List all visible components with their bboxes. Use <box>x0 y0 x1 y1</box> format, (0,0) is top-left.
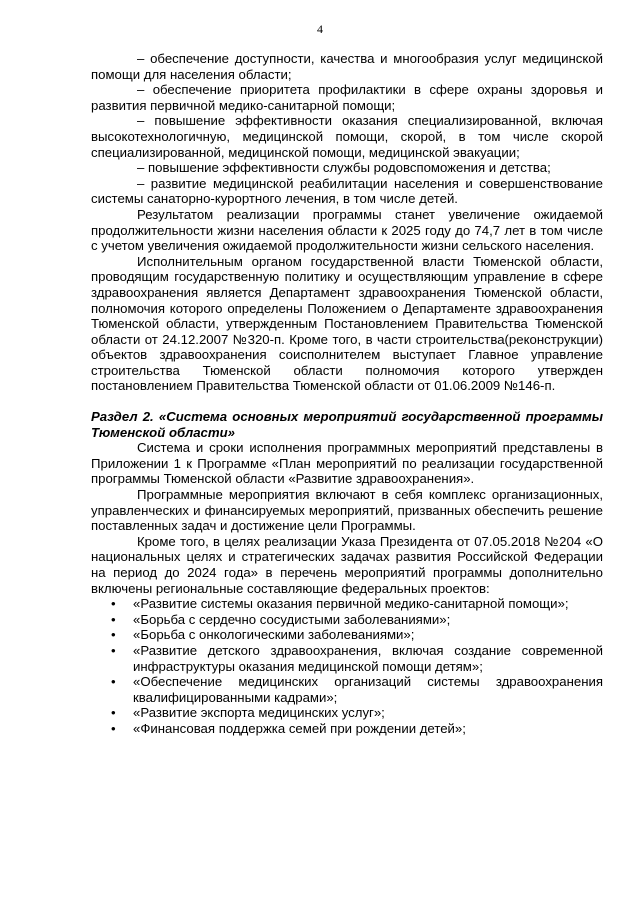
list-item-text: «Борьба с сердечно сосудистыми заболеваниями»; <box>133 611 451 627</box>
list-item-text: «Обеспечение медицинских организаций системы здравоохранения квалифицированными кадрами»; <box>133 674 603 705</box>
list-item <box>91 643 603 674</box>
list-item <box>91 612 603 628</box>
result-paragraph: Результатом реализации программы станет увеличение ожидаемой продолжительности жизни населения области к 2025 году до 74,7 лет в том числе с учетом увеличения ожидаемой продолжительности жизни сельского населения. <box>91 206 603 254</box>
system-paragraph: Система и сроки исполнения программных мероприятий представлены в Приложении 1 к Программе «План мероприятий по реализации государственной программы Тюменской области «Развитие здравоохранения». <box>91 440 603 487</box>
bullet-icon: • <box>111 705 116 721</box>
intro-item: – повышение эффективности службы родовспоможения и детства; <box>137 160 551 176</box>
intro-item: – обеспечение приоритета профилактики в сфере охраны здоровья и развития первичной медико-санитарной помощи; <box>91 82 603 113</box>
intro-item: – обеспечение доступности, качества и многообразия услуг медицинской помощи для населения области; <box>91 51 603 82</box>
list-item-text: «Развитие системы оказания первичной медико-санитарной помощи»; <box>133 596 569 612</box>
section-heading: Раздел 2. «Система основных мероприятий государственной программы Тюменской области» <box>91 409 603 440</box>
list-item-text: «Борьба с онкологическими заболеваниями»; <box>133 627 415 643</box>
decree-paragraph: Кроме того, в целях реализации Указа Президента от 07.05.2018 №204 «О национальных целях и стратегических задачах развития Российской Федерации на период до 2024 года» в перечень мероприятий программы дополнительно включены региональные составляющие федеральных проектов: <box>91 533 603 596</box>
list-item-text: «Финансовая поддержка семей при рождении детей»; <box>133 720 466 736</box>
section-spacer <box>91 394 603 409</box>
intro-item: – повышение эффективности оказания специализированной, включая высокотехнологичную, медицинской помощи, скорой, в том числе скорой специализированной, медицинской помощи, медицинской эвакуации; <box>91 113 603 160</box>
list-item-text: «Развитие детского здравоохранения, включая создание современной инфраструктуры оказания медицинской помощи детям»; <box>133 642 603 674</box>
page-number: 4 <box>317 22 323 36</box>
bullet-icon: • <box>111 627 116 643</box>
federal-projects-list <box>91 596 603 736</box>
list-item <box>91 705 603 721</box>
executive-body-paragraph: Исполнительным органом государственной власти Тюменской области, проводящим государственную политику и осуществляющим управление в сфере здравоохранения является Департамент здравоохранения Тюменской области, полномочия которого определены Положением о Департаменте здравоохранения Тюменской области, утвержденным Постановлением Правительства Тюменской области от 24.12.2007 №320-п. Кроме того, в части строительства(реконструкции) объектов здравоохранения соисполнителем выступает Главное управление строительства Тюменской области полномочия которого утвержден постановлением Правительства Тюменской области от 01.06.2009 №146-п. <box>91 253 603 394</box>
list-item <box>91 627 603 643</box>
measures-paragraph: Программные мероприятия включают в себя комплекс организационных, управленческих и финансируемых мероприятий, призванных обеспечить решение поставленных задач и достижение цели Программы. <box>91 487 603 534</box>
page-content <box>91 51 603 737</box>
intro-item: – развитие медицинской реабилитации населения и совершенствование системы санаторно-курортного лечения, в том числе детей. <box>91 175 603 207</box>
bullet-icon: • <box>111 611 116 627</box>
intro-list <box>91 51 603 207</box>
bullet-icon: • <box>111 596 116 612</box>
list-item <box>91 721 603 737</box>
list-item <box>91 674 603 705</box>
list-item-text: «Развитие экспорта медицинских услуг»; <box>133 705 385 721</box>
list-item <box>91 596 603 612</box>
bullet-icon: • <box>111 642 116 658</box>
bullet-icon: • <box>111 720 116 736</box>
bullet-icon: • <box>111 674 116 690</box>
